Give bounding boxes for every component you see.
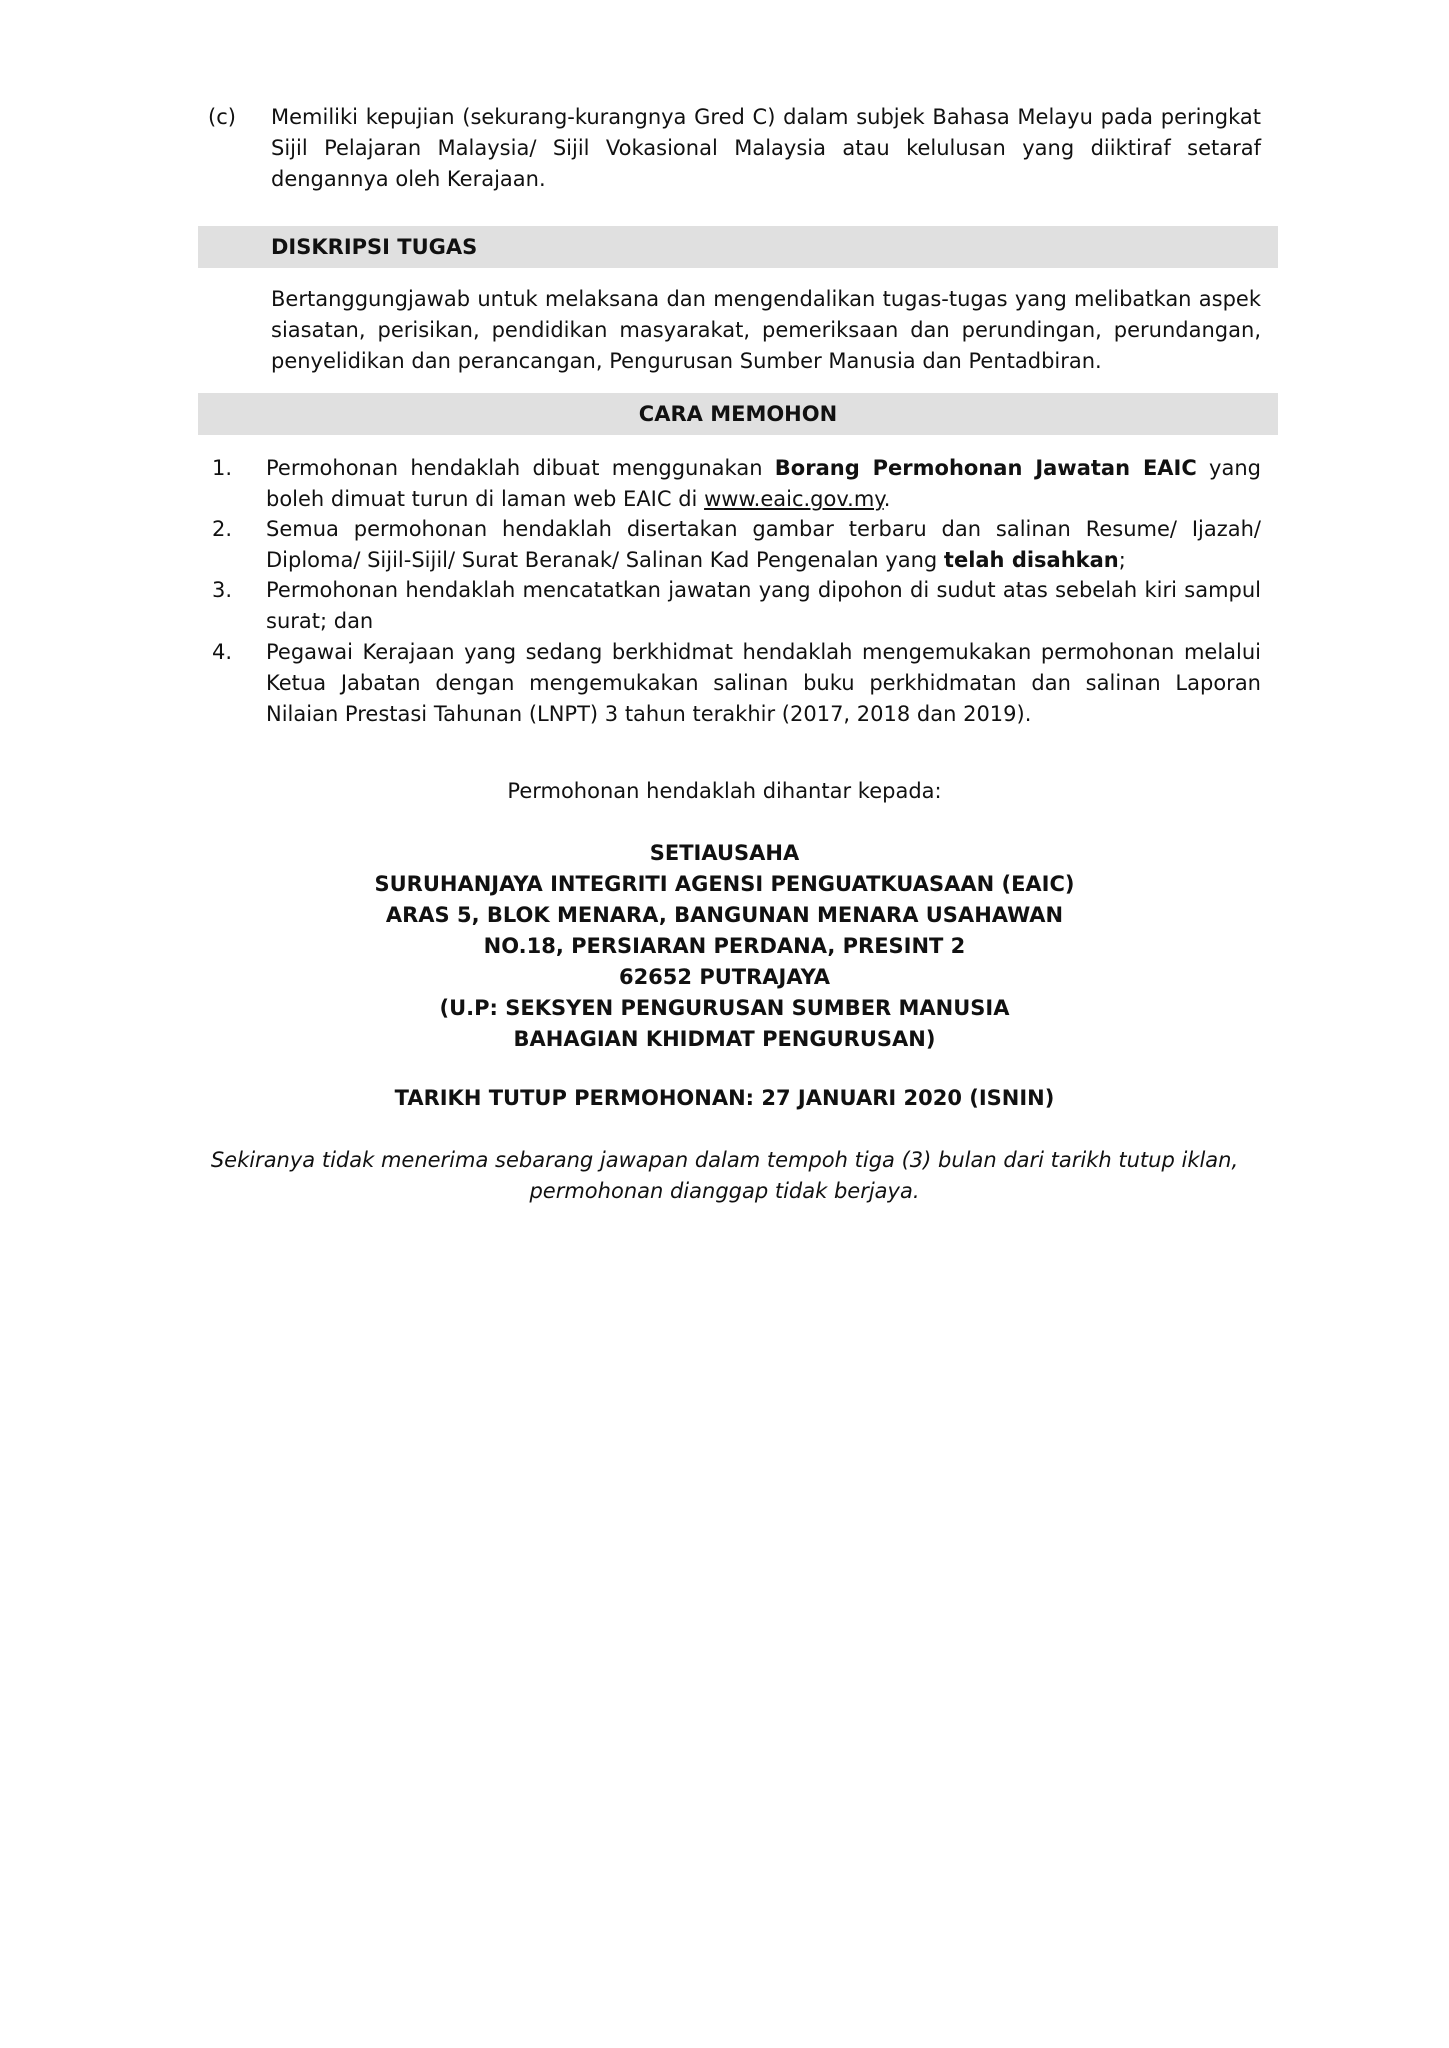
address-line-3: ARAS 5, BLOK MENARA, BANGUNAN MENARA USAHAWAN	[385, 903, 1064, 927]
job-description-heading: DISKRIPSI TUGAS	[271, 235, 478, 259]
item-2-certified: telah disahkan	[943, 548, 1119, 572]
criteria-c-text: Memiliki kepujian (sekurang-kurangnya Gred C) dalam subjek Bahasa Melayu pada peringkat Sijil Pelajaran Malaysia/ Sijil Vokasional Malaysia atau kelulusan yang diiktiraf setaraf dengannya oleh Kerajaan.	[271, 105, 1261, 191]
send-to-text: Permohonan hendaklah dihantar kepada:	[507, 779, 942, 803]
address-line-7: BAHAGIAN KHIDMAT PENGURUSAN)	[513, 1027, 936, 1051]
item-2-text-after: ;	[1118, 548, 1126, 572]
address-block	[0, 838, 1449, 1055]
how-to-apply-heading-bar	[198, 393, 1278, 435]
address-line-6: (U.P: SEKSYEN PENGURUSAN SUMBER MANUSIA	[439, 996, 1010, 1020]
item-1-text-middle: yang boleh dimuat turun di laman web EAIC di	[266, 456, 1261, 511]
address-line-1: SETIAUSAHA	[649, 841, 800, 865]
item-1-number: 1.	[211, 456, 232, 480]
address-line-2: SURUHANJAYA INTEGRITI AGENSI PENGUATKUASAAN (EAIC)	[374, 872, 1075, 896]
item-2-number: 2.	[211, 517, 232, 541]
job-description-text: Bertanggungjawab untuk melaksana dan mengendalikan tugas-tugas yang melibatkan aspek siasatan, perisikan, pendidikan masyarakat, pemeriksaan dan perundingan, perundangan, penyelidikan dan perancangan, Pengurusan Sumber Manusia dan Pentadbiran.	[271, 287, 1261, 373]
notice-block	[0, 1145, 1449, 1207]
job-description-heading-bar	[198, 226, 1278, 268]
notice-line-1: Sekiranya tidak menerima sebarang jawapan dalam tempoh tiga (3) bulan dari tarikh tutup iklan,	[210, 1148, 1239, 1172]
item-4-text: Pegawai Kerajaan yang sedang berkhidmat hendaklah mengemukakan permohonan melalui Ketua Jabatan dengan mengemukakan salinan buku perkhidmatan dan salinan Laporan Nilaian Prestasi Tahunan (LNPT) 3 tahun terakhir (2017, 2018 dan 2019).	[266, 640, 1261, 726]
item-4-number: 4.	[211, 640, 232, 664]
item-2-text	[266, 514, 1261, 576]
item-3-text: Permohonan hendaklah mencatatkan jawatan yang dipohon di sudut atas sebelah kiri sampul surat; dan	[266, 578, 1261, 633]
closing-date: TARIKH TUTUP PERMOHONAN: 27 JANUARI 2020 (ISNIN)	[394, 1086, 1055, 1110]
item-3-number: 3.	[211, 578, 232, 602]
item-2-text-before: Semua permohonan hendaklah disertakan gambar terbaru dan salinan Resume/ Ijazah/ Diploma/ Sijil-Sijil/ Surat Beranak/ Salinan Kad Pengenalan yang	[266, 517, 1261, 572]
item-1-text	[266, 453, 1261, 515]
item-1-text-after: .	[883, 487, 891, 511]
item-1-form-name: Borang Permohonan Jawatan EAIC	[774, 456, 1197, 480]
address-line-5: 62652 PUTRAJAYA	[618, 965, 831, 989]
address-line-4: NO.18, PERSIARAN PERDANA, PRESINT 2	[483, 934, 966, 958]
item-1-text-before: Permohonan hendaklah dibuat menggunakan	[266, 456, 775, 480]
notice-line-2: permohonan dianggap tidak berjaya.	[529, 1179, 920, 1203]
criteria-c-label: (c)	[208, 105, 236, 129]
eaic-website-link[interactable]: www.eaic.gov.my	[704, 487, 884, 511]
how-to-apply-heading: CARA MEMOHON	[638, 402, 838, 426]
